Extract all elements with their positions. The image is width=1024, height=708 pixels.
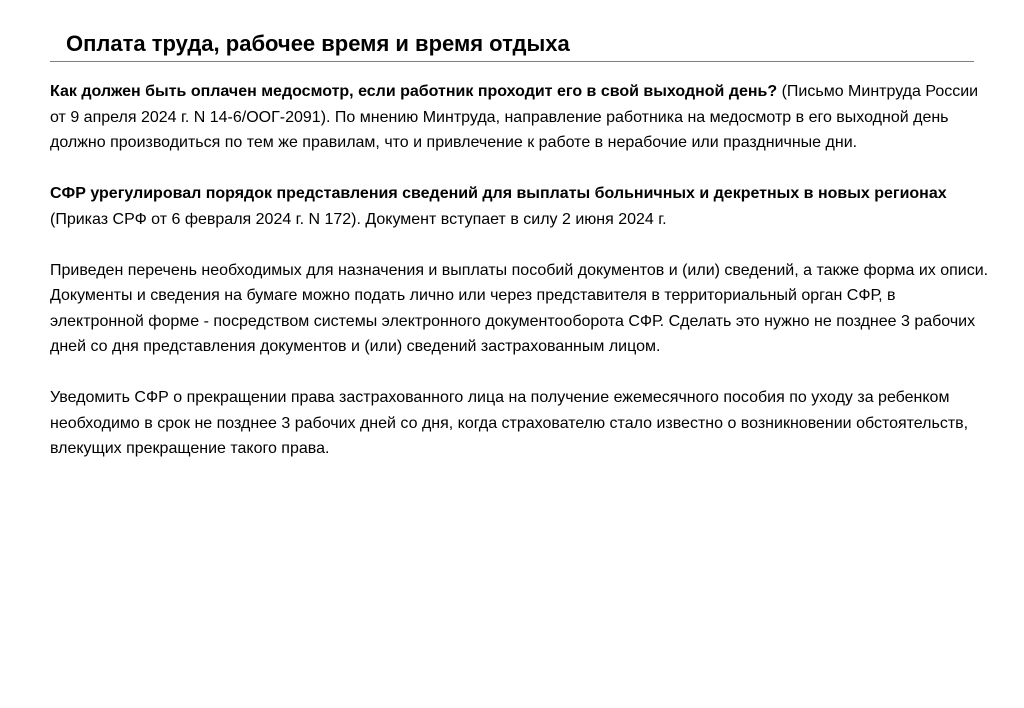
paragraph-text: (Письмо Минтруда России от 9 апреля 2024 г. N 14-6/ООГ-2091). По мнению Минтруда, направление работника на медосмотр в его выходной день должно производиться по тем же правилам, что и привлечение к работе в нерабочие или праздничные дни. <box>50 83 979 151</box>
paragraph-notify-sfr <box>50 385 990 462</box>
paragraph-text: Приведен перечень необходимых для назначения и выплаты пособий документов и (или) сведений, а также форма их описи. Документы и сведения на бумаге можно подать лично или через представителя в территориальный орган СФР, в электронной форме - посредством системы электронного документооборота СФР. Сделать это нужно не позднее 3 рабочих дней со дня представления документов и (или) сведений застрахованным лицом. <box>50 261 989 355</box>
page-title: Оплата труда, рабочее время и время отдыха <box>66 31 570 56</box>
paragraph-medical-exam <box>50 79 990 156</box>
paragraph-heading: СФР урегулировал порядок представления сведений для выплаты больничных и декретных в новых регионах <box>50 185 947 202</box>
paragraph-text: (Приказ СРФ от 6 февраля 2024 г. N 172). Документ вступает в силу 2 июня 2024 г. <box>50 210 667 228</box>
paragraph-text: Уведомить СФР о прекращении права застрахованного лица на получение ежемесячного пособия по уходу за ребенком необходимо в срок не позднее 3 рабочих дней со дня, когда страхователю стало известно о возникновении обстоятельств, влекущих прекращение такого права. <box>50 389 969 457</box>
paragraph-documents-list <box>50 258 990 360</box>
content-body <box>50 79 990 487</box>
paragraph-heading: Как должен быть оплачен медосмотр, если работник проходит его в свой выходной день? <box>50 83 778 100</box>
paragraph-sfr-regulation <box>50 181 990 232</box>
title-divider <box>50 61 974 62</box>
